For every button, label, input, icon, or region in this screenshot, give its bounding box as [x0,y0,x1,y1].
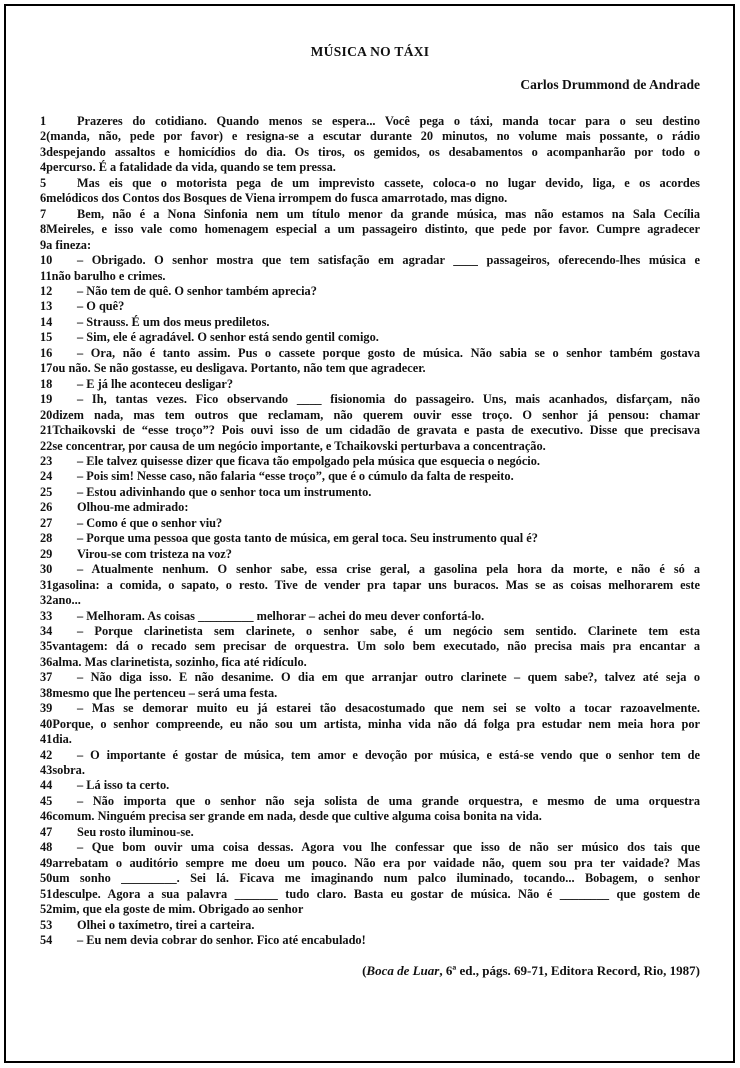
line-number: 9 [40,237,47,252]
text-body [40,114,700,948]
line-number: 48 [40,840,53,855]
page-frame [4,4,735,1063]
text-line-38 [40,686,700,701]
text-line-36 [40,655,700,670]
line-text: – E já lhe aconteceu desligar? [77,376,233,391]
text-line-46 [40,809,700,824]
text-line-16 [40,346,700,361]
text-line-7 [40,207,700,222]
text-line-41 [40,732,700,747]
text-line-14 [40,315,700,330]
line-number: 27 [40,515,53,530]
line-text: um sonho _________. Sei lá. Ficava me imaginando num palco iluminado, tocando... Bobagem, o senhor [52,871,700,886]
line-number: 50 [40,871,53,886]
line-number: 36 [40,654,53,669]
text-line-39 [40,701,700,716]
line-number: 22 [40,438,53,453]
text-line-52 [40,902,700,917]
line-number: 14 [40,314,53,329]
text-line-19 [40,392,700,407]
line-number: 16 [40,345,53,360]
line-number: 37 [40,670,53,685]
line-number: 20 [40,407,53,422]
line-number: 5 [40,175,47,190]
line-number: 6 [40,191,47,206]
text-line-33 [40,609,700,624]
line-text: dia. [52,732,72,747]
text-line-45 [40,794,700,809]
line-number: 51 [40,886,53,901]
line-text: – Atualmente nenhum. O senhor sabe, essa crise geral, a gasolina pela hora da morte, e não é só a [77,562,700,577]
text-line-8 [40,222,700,237]
page-title: MÚSICA NO TÁXI [310,44,430,59]
line-text: – Pois sim! Nesse caso, não falaria “esse troço”, que é o cúmulo da falta de respeito. [77,469,514,484]
text-line-17 [40,361,700,376]
line-number: 2 [40,129,47,144]
line-text: – Não diga isso. E não desanime. O dia em que arranjar outro clarinete – quem sabe?, talvez até seja o [77,670,700,685]
line-number: 38 [40,685,53,700]
line-text: Meireles, e isso vale como homenagem especial a um passageiro distinto, que pede por favor. Cumpre agradecer [46,222,700,237]
text-line-15 [40,330,700,345]
line-text: – Estou adivinhando que o senhor toca um instrumento. [77,484,372,499]
line-text: melódicos dos Contos dos Bosques de Viena irrompem do fusca amarrotado, mas digno. [46,191,508,206]
line-number: 32 [40,593,53,608]
line-text: comum. Ninguém precisa ser grande em nada, desde que cultive alguma coisa bonita na vida. [52,809,542,824]
line-text: Tchaikovski de “esse troço”? Pois ouvi isso de um cidadão de gravata e pasta de executivo. Disse que precisava [52,423,700,438]
line-number: 7 [40,206,47,221]
line-text: dizem nada, mas tem outros que reclamam, não querem ouvir esse troço. O senhor já pensou: chamar [52,407,700,422]
text-line-25 [40,485,700,500]
line-number: 54 [40,933,53,948]
line-number: 45 [40,793,53,808]
text-line-26 [40,500,700,515]
text-line-11 [40,269,700,284]
text-line-24 [40,469,700,484]
text-line-30 [40,562,700,577]
line-text: Prazeres do cotidiano. Quando menos se espera... Você pega o táxi, manda tocar para o seu destino [77,114,700,128]
text-line-43 [40,763,700,778]
line-text: despejando assaltos e homicídios do dia. Os tiros, os gemidos, os desabamentos o acompanharão por todo o [46,144,700,159]
text-line-44 [40,778,700,793]
line-number: 23 [40,453,53,468]
line-number: 53 [40,917,53,932]
line-text: sobra. [52,763,85,778]
citation-book-title: Boca de Luar [366,963,440,979]
line-text: – Porque uma pessoa que gosta tanto de música, em geral toca. Seu instrumento qual é? [77,531,538,546]
line-text: mesmo que lhe pertenceu – será uma festa. [52,685,278,700]
text-line-28 [40,531,700,546]
text-line-35 [40,639,700,654]
line-text: – O importante é gostar de música, tem amor e devoção por música, e está-se vendo que o senhor tem de [77,747,700,762]
text-line-53 [40,918,700,933]
line-number: 8 [40,222,47,237]
line-text: Seu rosto iluminou-se. [77,824,194,839]
line-text: – Mas se demorar muito eu já estarei tão desacostumado que nem sei se volto a tocar razoavelmente. [77,701,700,716]
line-number: 30 [40,562,53,577]
line-number: 12 [40,283,53,298]
line-number: 26 [40,500,53,515]
text-line-3 [40,145,700,160]
line-text: – Obrigado. O senhor mostra que tem satisfação em agradar ____ passageiros, oferecendo-lhes música e [77,253,700,268]
text-line-5 [40,176,700,191]
text-line-32 [40,593,700,608]
citation-open-paren: ( [362,963,367,979]
text-line-13 [40,299,700,314]
text-line-37 [40,670,700,685]
text-line-47 [40,825,700,840]
text-line-10 [40,253,700,268]
line-text: não barulho e crimes. [51,268,166,283]
text-line-31 [40,578,700,593]
text-line-21 [40,423,700,438]
line-text: – Que bom ouvir uma coisa dessas. Agora vou lhe confessar que isso de não ser músico dos tais que [77,840,700,855]
citation-line [40,963,700,979]
line-number: 34 [40,623,53,638]
line-number: 49 [40,855,53,870]
line-number: 15 [40,330,53,345]
text-line-1 [40,114,700,129]
text-line-54 [40,933,700,948]
line-text: – Não importa que o senhor não seja solista de uma grande orquestra, e mesmo de uma orquestra [77,793,700,808]
text-line-51 [40,887,700,902]
line-text: – Ih, tantas vezes. Fico observando ____ fisionomia do passageiro. Uns, mais acanhados, disfarçam, não [77,392,700,407]
line-text: vantagem: dá o recado sem precisar de orquestra. Um solo bem executado, não precisa mais pra encantar a [52,639,700,654]
line-number: 44 [40,778,53,793]
line-number: 29 [40,546,53,561]
text-line-48 [40,840,700,855]
line-text: Bem, não é a Nona Sinfonia nem um título menor da grande música, mas não estamos na Sala Cecília [77,206,700,221]
line-number: 46 [40,809,53,824]
line-number: 19 [40,392,53,407]
line-text: – Não tem de quê. O senhor também aprecia? [77,283,317,298]
line-text: a fineza: [46,237,92,252]
line-text: – Lá isso ta certo. [77,778,170,793]
line-text: – Sim, ele é agradável. O senhor está sendo gentil comigo. [77,330,379,345]
line-number: 43 [40,763,53,778]
line-text: – Ora, não é tanto assim. Pus o cassete porque gosto de música. Não sabia se o senhor também gostava [77,345,700,360]
line-text: ou não. Se não gostasse, eu desligava. Portanto, não tem que agradecer. [52,361,426,376]
line-number: 3 [40,144,47,159]
line-text: Virou-se com tristeza na voz? [77,546,232,561]
line-number: 28 [40,531,53,546]
line-number: 33 [40,608,53,623]
line-text: Olhei o taxímetro, tirei a carteira. [77,917,255,932]
line-text: ano... [52,593,81,608]
line-number: 11 [40,268,52,283]
line-text: desculpe. Agora a sua palavra _______ tudo claro. Basta eu gostar de música. Não é ________ que gostem de [52,886,700,901]
text-line-23 [40,454,700,469]
line-number: 10 [40,253,53,268]
line-text: – O quê? [77,299,125,314]
line-number: 21 [40,423,53,438]
line-number: 25 [40,484,53,499]
line-number: 40 [40,716,53,731]
text-line-29 [40,547,700,562]
text-line-2 [40,129,700,144]
line-number: 4 [40,160,47,175]
text-line-50 [40,871,700,886]
text-line-42 [40,748,700,763]
line-text: arrebatam o auditório sempre me doeu um pouco. Não era por vaidade não, quem sou pra ter vaidade? Mas [52,855,700,870]
text-line-49 [40,856,700,871]
line-text: (manda, não, pede por favor) e resigna-se a escutar durante 20 minutos, no volume mais possante, o rádio [46,129,700,144]
line-text: – Melhoram. As coisas _________ melhorar – achei do meu dever confortá-lo. [77,608,485,623]
line-text: Mas eis que o motorista pega de um imprevisto cassete, coloca-o no lugar devido, liga, e os acordes [77,175,700,190]
text-line-34 [40,624,700,639]
line-number: 39 [40,701,53,716]
line-text: Olhou-me admirado: [77,500,189,515]
line-text: alma. Mas clarinetista, sozinho, fica até ridículo. [52,654,307,669]
line-text: gasolina: a comida, o sapato, o resto. Tive de vender pra tapar uns buracos. Mas se as coisas melhorarem este [52,577,700,592]
line-number: 1 [40,114,47,128]
text-line-6 [40,191,700,206]
line-number: 18 [40,376,53,391]
line-text: – Strauss. É um dos meus prediletos. [77,314,270,329]
text-line-9 [40,238,700,253]
line-text: – Ele talvez quisesse dizer que ficava tão empolgado pela música que esquecia o negócio. [77,453,540,468]
text-line-12 [40,284,700,299]
text-line-27 [40,516,700,531]
line-text: se concentrar, por causa de um negócio importante, e Tchaikovski perturbava a concentração. [52,438,546,453]
text-line-18 [40,377,700,392]
line-number: 41 [40,732,53,747]
line-text: – Eu nem devia cobrar do senhor. Fico até encabulado! [77,933,366,948]
line-text: mim, que ela goste de mim. Obrigado ao senhor [52,902,304,917]
line-text: percurso. É a fatalidade da vida, quando se tem pressa. [46,160,336,175]
text-line-40 [40,717,700,732]
line-number: 42 [40,747,53,762]
line-number: 47 [40,824,53,839]
line-number: 52 [40,902,53,917]
line-text: – Porque clarinetista sem clarinete, o senhor sabe, é um negócio sem sentido. Clarinete tem esta [77,623,700,638]
text-line-22 [40,439,700,454]
line-number: 17 [40,361,53,376]
citation-details: , 6ª ed., págs. 69-71, Editora Record, Rio, 1987) [439,963,700,979]
text-line-20 [40,408,700,423]
text-line-4 [40,160,700,175]
line-text: – Como é que o senhor viu? [77,515,223,530]
line-text: Porque, o senhor compreende, eu não sou um artista, minha vida não dá folga pra estudar nem meia hora por [52,716,700,731]
line-number: 24 [40,469,53,484]
line-number: 35 [40,639,53,654]
line-number: 31 [40,577,53,592]
author-line: Carlos Drummond de Andrade [520,77,700,92]
line-number: 13 [40,299,53,314]
